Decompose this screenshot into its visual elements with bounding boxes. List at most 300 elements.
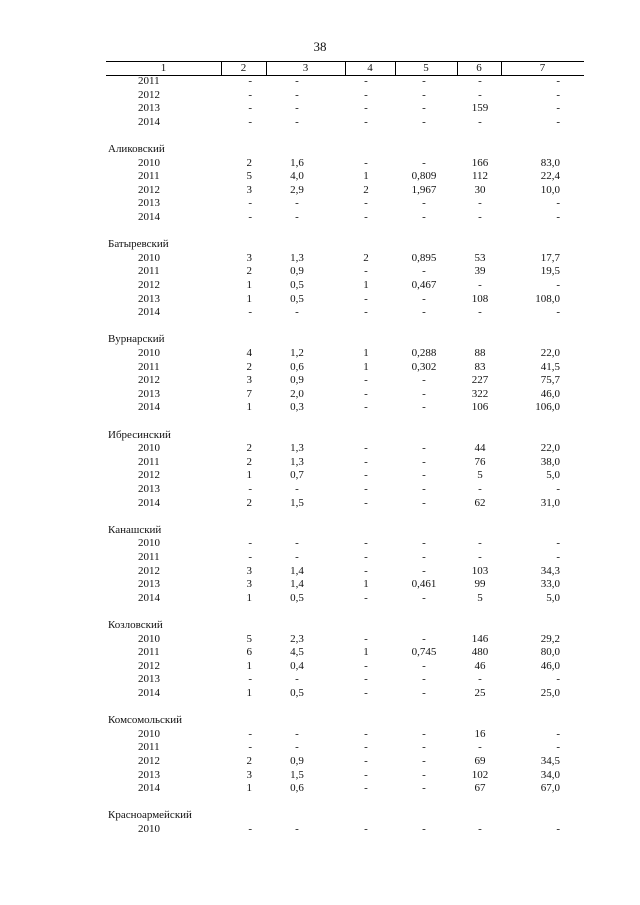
col-5-cell: 0,809	[411, 170, 437, 183]
col-5-cell: -	[422, 211, 426, 223]
col-4-cell: -	[364, 197, 368, 210]
header-col-1: 1	[160, 62, 167, 74]
col-4-cell: -	[364, 265, 368, 278]
col-6-cell: -	[478, 673, 482, 686]
col-7-cell: -	[556, 88, 560, 101]
year-cell: 2012	[138, 279, 160, 291]
table-row	[0, 75, 640, 89]
col-6-cell: 322	[471, 387, 489, 400]
col-3-cell: 0,6	[290, 782, 304, 795]
col-6-cell: -	[478, 823, 482, 835]
table-row	[0, 537, 640, 551]
col-4-cell: -	[364, 387, 368, 400]
table-row	[0, 347, 640, 361]
col-3-cell: 0,7	[290, 469, 304, 482]
col-7-cell: -	[556, 483, 560, 495]
col-7-cell: 10,0	[540, 183, 560, 196]
col-2-cell: -	[248, 741, 252, 754]
col-3-cell: 0,9	[290, 755, 304, 767]
col-7-cell: 22,0	[540, 347, 560, 359]
year-cell: 2012	[138, 88, 160, 101]
col-6-cell: 39	[474, 265, 486, 278]
col-4-cell: -	[364, 455, 368, 468]
table-row	[0, 293, 640, 307]
col-2-cell: 2	[246, 156, 252, 169]
col-6-cell: 16	[474, 727, 486, 740]
district-name: Красноармейский	[108, 809, 192, 822]
col-7-cell: 34,5	[540, 755, 560, 767]
col-7-cell: -	[556, 279, 560, 291]
col-2-cell: 2	[246, 496, 252, 509]
table-row	[0, 442, 640, 456]
col-6-cell: 5	[477, 469, 483, 482]
col-5-cell: -	[422, 292, 426, 305]
col-3-cell: 0,6	[290, 360, 304, 373]
col-7-cell: -	[556, 537, 560, 550]
district-name: Ибресинский	[108, 428, 171, 441]
spacer-row	[0, 320, 640, 334]
col-3-cell: 0,5	[290, 279, 304, 291]
col-3-cell: 4,0	[290, 170, 304, 183]
col-7-cell: -	[556, 673, 560, 686]
col-3-cell: -	[295, 197, 299, 210]
table-row	[0, 361, 640, 375]
col-6-cell: 166	[471, 156, 489, 169]
col-6-cell: 53	[474, 251, 486, 264]
col-3-cell: -	[295, 741, 299, 754]
col-3-cell: -	[295, 483, 299, 495]
district-name: Аликовский	[108, 143, 165, 155]
col-6-cell: 25	[474, 687, 486, 699]
col-5-cell: -	[422, 591, 426, 604]
col-5-cell: -	[422, 823, 426, 835]
table-row	[0, 823, 640, 837]
col-2-cell: -	[248, 537, 252, 550]
col-6-cell: 46	[474, 659, 486, 672]
year-cell: 2011	[138, 551, 160, 563]
col-2-cell: -	[248, 551, 252, 563]
col-2-cell: 3	[246, 564, 252, 577]
col-5-cell: 1,967	[411, 183, 437, 196]
col-6-cell: 44	[474, 442, 486, 455]
col-2-cell: -	[248, 75, 252, 87]
col-4-cell: 1	[363, 578, 369, 591]
col-7-cell: -	[556, 102, 560, 115]
col-4-cell: 1	[363, 646, 369, 659]
col-5-cell: -	[422, 102, 426, 115]
col-5-cell: -	[422, 659, 426, 672]
col-3-cell: -	[295, 88, 299, 101]
col-5-cell: -	[422, 156, 426, 169]
year-cell: 2010	[138, 442, 160, 455]
district-name: Батыревский	[108, 238, 169, 251]
year-cell: 2011	[138, 455, 160, 468]
col-6-cell: 69	[474, 755, 486, 767]
col-5-cell: 0,302	[411, 360, 437, 373]
col-6-cell: 146	[471, 632, 489, 645]
col-3-cell: -	[295, 115, 299, 128]
year-cell: 2010	[138, 823, 160, 835]
col-5-cell: -	[422, 551, 426, 563]
col-7-cell: 5,0	[546, 591, 560, 604]
year-cell: 2014	[138, 306, 160, 319]
year-cell: 2013	[138, 768, 160, 781]
col-4-cell: 2	[363, 183, 369, 196]
col-7-cell: 22,0	[540, 442, 560, 455]
col-4-cell: -	[364, 755, 368, 767]
district-row	[0, 429, 640, 443]
col-2-cell: 1	[246, 782, 252, 795]
col-3-cell: 1,2	[290, 347, 304, 359]
col-4-cell: -	[364, 659, 368, 672]
year-cell: 2014	[138, 401, 160, 414]
table-row	[0, 170, 640, 184]
col-2-cell: 4	[246, 347, 252, 359]
col-5-cell: 0,895	[411, 251, 437, 264]
col-4-cell: -	[364, 292, 368, 305]
col-5-cell: -	[422, 564, 426, 577]
table-row	[0, 211, 640, 225]
year-cell: 2011	[138, 170, 160, 183]
year-cell: 2014	[138, 687, 160, 699]
table-row	[0, 374, 640, 388]
col-2-cell: 5	[246, 632, 252, 645]
col-6-cell: 99	[474, 578, 486, 591]
header-col-2: 2	[240, 62, 247, 74]
col-6-cell: 62	[474, 496, 486, 509]
col-3-cell: 0,3	[290, 401, 304, 414]
col-5-cell: -	[422, 483, 426, 495]
col-4-cell: -	[364, 591, 368, 604]
col-4-cell: -	[364, 768, 368, 781]
col-3-cell: -	[295, 727, 299, 740]
table-header	[106, 61, 584, 76]
col-7-cell: -	[556, 823, 560, 835]
col-6-cell: 5	[477, 591, 483, 604]
spacer-row	[0, 796, 640, 810]
col-6-cell: -	[478, 537, 482, 550]
col-2-cell: 2	[246, 442, 252, 455]
header-col-5: 5	[423, 62, 429, 74]
table-row	[0, 633, 640, 647]
table-row	[0, 252, 640, 266]
col-3-cell: 1,3	[290, 442, 304, 455]
district-row	[0, 333, 640, 347]
spacer-row	[0, 510, 640, 524]
year-cell: 2013	[138, 578, 160, 591]
col-5-cell: 0,461	[411, 578, 437, 591]
col-7-cell: -	[556, 211, 560, 223]
col-4-cell: 2	[363, 251, 369, 264]
col-7-cell: 25,0	[540, 687, 560, 699]
col-6-cell: 159	[471, 102, 489, 115]
col-7-cell: -	[556, 197, 560, 210]
col-2-cell: 5	[246, 170, 252, 183]
col-2-cell: -	[248, 102, 252, 115]
col-3-cell: 1,6	[290, 156, 304, 169]
col-2-cell: -	[248, 115, 252, 128]
table-row	[0, 578, 640, 592]
table-row	[0, 102, 640, 116]
table-row	[0, 89, 640, 103]
col-2-cell: -	[248, 823, 252, 835]
col-4-cell: -	[364, 75, 368, 87]
col-4-cell: 1	[363, 347, 369, 359]
year-cell: 2012	[138, 755, 160, 767]
col-3-cell: 1,3	[290, 251, 304, 264]
table-row	[0, 197, 640, 211]
col-6-cell: 227	[471, 374, 489, 387]
district-row	[0, 143, 640, 157]
district-name: Вурнарский	[108, 333, 165, 346]
col-2-cell: 3	[246, 183, 252, 196]
col-5-cell: -	[422, 768, 426, 781]
year-cell: 2013	[138, 102, 160, 115]
col-4-cell: -	[364, 496, 368, 509]
col-4-cell: -	[364, 687, 368, 699]
col-2-cell: -	[248, 727, 252, 740]
col-7-cell: 38,0	[540, 455, 560, 468]
col-2-cell: 1	[246, 292, 252, 305]
col-3-cell: 0,4	[290, 659, 304, 672]
year-cell: 2011	[138, 646, 160, 659]
table-row	[0, 306, 640, 320]
col-2-cell: 2	[246, 455, 252, 468]
year-cell: 2012	[138, 564, 160, 577]
year-cell: 2011	[138, 75, 160, 87]
year-cell: 2012	[138, 183, 160, 196]
col-6-cell: -	[478, 211, 482, 223]
year-cell: 2010	[138, 537, 160, 550]
spacer-row	[0, 415, 640, 429]
district-row	[0, 619, 640, 633]
table-row	[0, 565, 640, 579]
col-7-cell: 46,0	[540, 387, 560, 400]
year-cell: 2010	[138, 156, 160, 169]
col-3-cell: 0,9	[290, 374, 304, 387]
col-7-cell: 75,7	[540, 374, 560, 387]
year-cell: 2011	[138, 741, 160, 754]
year-cell: 2013	[138, 483, 160, 495]
col-4-cell: -	[364, 102, 368, 115]
col-4-cell: 1	[363, 170, 369, 183]
col-7-cell: 34,3	[540, 564, 560, 577]
table-row	[0, 469, 640, 483]
col-7-cell: 33,0	[540, 578, 560, 591]
col-6-cell: 83	[474, 360, 486, 373]
col-3-cell: 1,4	[290, 564, 304, 577]
col-6-cell: -	[478, 551, 482, 563]
col-3-cell: -	[295, 823, 299, 835]
col-5-cell: -	[422, 306, 426, 319]
col-4-cell: -	[364, 442, 368, 455]
col-5-cell: -	[422, 537, 426, 550]
year-cell: 2014	[138, 211, 160, 223]
col-6-cell: -	[478, 115, 482, 128]
col-2-cell: 2	[246, 360, 252, 373]
col-2-cell: -	[248, 483, 252, 495]
col-7-cell: -	[556, 727, 560, 740]
spacer-row	[0, 225, 640, 239]
col-3-cell: -	[295, 537, 299, 550]
district-name: Канашский	[108, 523, 162, 536]
col-2-cell: 3	[246, 251, 252, 264]
col-5-cell: -	[422, 455, 426, 468]
col-4-cell: -	[364, 537, 368, 550]
col-6-cell: -	[478, 741, 482, 754]
col-3-cell: -	[295, 551, 299, 563]
col-7-cell: 29,2	[540, 632, 560, 645]
col-4-cell: -	[364, 551, 368, 563]
header-col-7: 7	[539, 62, 546, 74]
col-3-cell: -	[295, 102, 299, 115]
col-4-cell: 1	[363, 279, 369, 291]
table-row	[0, 741, 640, 755]
table-row	[0, 728, 640, 742]
col-2-cell: 3	[246, 374, 252, 387]
table-row	[0, 184, 640, 198]
col-5-cell: -	[422, 782, 426, 795]
spacer-row	[0, 129, 640, 143]
col-7-cell: -	[556, 75, 560, 87]
year-cell: 2013	[138, 673, 160, 686]
table-row	[0, 279, 640, 293]
table-row	[0, 497, 640, 511]
col-7-cell: -	[556, 306, 560, 319]
district-name: Комсомольский	[108, 714, 183, 727]
col-6-cell: 112	[471, 170, 489, 183]
col-3-cell: 0,5	[290, 591, 304, 604]
col-2-cell: 3	[246, 768, 252, 781]
table-row	[0, 755, 640, 769]
col-7-cell: 31,0	[540, 496, 560, 509]
col-3-cell: -	[295, 211, 299, 223]
col-2-cell: -	[248, 88, 252, 101]
col-6-cell: -	[478, 279, 482, 291]
header-col-4: 4	[367, 62, 373, 74]
col-7-cell: -	[556, 741, 560, 754]
col-5-cell: 0,288	[411, 347, 437, 359]
col-3-cell: 4,5	[290, 646, 304, 659]
col-3-cell: -	[295, 75, 299, 87]
col-5-cell: -	[422, 401, 426, 414]
col-4-cell: -	[364, 374, 368, 387]
year-cell: 2011	[138, 360, 160, 373]
col-7-cell: 67,0	[540, 782, 560, 795]
table-row	[0, 157, 640, 171]
col-4-cell: -	[364, 823, 368, 835]
col-7-cell: -	[556, 115, 560, 128]
district-row	[0, 809, 640, 823]
col-6-cell: 76	[474, 455, 486, 468]
col-7-cell: -	[556, 551, 560, 563]
year-cell: 2013	[138, 197, 160, 210]
spacer-row	[0, 701, 640, 715]
col-5-cell: -	[422, 755, 426, 767]
col-7-cell: 41,5	[540, 360, 560, 373]
col-5-cell: -	[422, 727, 426, 740]
year-cell: 2013	[138, 387, 160, 400]
col-2-cell: 2	[246, 265, 252, 278]
page-number: 38	[313, 39, 327, 54]
year-cell: 2013	[138, 292, 160, 305]
year-cell: 2012	[138, 659, 160, 672]
col-7-cell: 22,4	[540, 170, 560, 183]
col-7-cell: 46,0	[540, 659, 560, 672]
year-cell: 2012	[138, 374, 160, 387]
year-cell: 2010	[138, 727, 160, 740]
col-3-cell: 1,5	[290, 768, 304, 781]
col-2-cell: 1	[246, 401, 252, 414]
table-row	[0, 660, 640, 674]
col-3-cell: 2,0	[290, 387, 304, 400]
col-5-cell: 0,745	[411, 646, 437, 659]
col-5-cell: -	[422, 265, 426, 278]
col-3-cell: 1,5	[290, 496, 304, 509]
table-row	[0, 483, 640, 497]
col-6-cell: -	[478, 75, 482, 87]
col-7-cell: 108,0	[535, 292, 560, 305]
col-2-cell: 6	[246, 646, 252, 659]
district-row	[0, 238, 640, 252]
col-3-cell: 1,3	[290, 455, 304, 468]
col-2-cell: -	[248, 197, 252, 210]
district-name: Козловский	[108, 619, 163, 631]
col-6-cell: 30	[474, 183, 486, 196]
col-2-cell: 1	[246, 279, 252, 291]
col-5-cell: -	[422, 442, 426, 455]
table-row	[0, 551, 640, 565]
col-7-cell: 19,5	[540, 265, 560, 278]
col-5-cell: -	[422, 687, 426, 699]
col-3-cell: 0,5	[290, 687, 304, 699]
year-cell: 2010	[138, 632, 160, 645]
col-4-cell: -	[364, 88, 368, 101]
year-cell: 2014	[138, 591, 160, 604]
year-cell: 2014	[138, 115, 160, 128]
col-6-cell: 106	[471, 401, 489, 414]
col-6-cell: 67	[474, 782, 486, 795]
col-4-cell: -	[364, 782, 368, 795]
col-3-cell: 0,5	[290, 292, 304, 305]
col-4-cell: -	[364, 115, 368, 128]
col-6-cell: -	[478, 483, 482, 495]
col-5-cell: -	[422, 197, 426, 210]
col-2-cell: -	[248, 211, 252, 223]
col-7-cell: 5,0	[546, 469, 560, 482]
table-row	[0, 265, 640, 279]
col-2-cell: 2	[246, 755, 252, 767]
col-6-cell: -	[478, 197, 482, 210]
col-4-cell: -	[364, 211, 368, 223]
col-5-cell: -	[422, 374, 426, 387]
col-4-cell: -	[364, 156, 368, 169]
col-4-cell: -	[364, 673, 368, 686]
col-2-cell: 1	[246, 591, 252, 604]
table-row	[0, 116, 640, 130]
col-3-cell: 2,9	[290, 183, 304, 196]
col-6-cell: 88	[474, 347, 486, 359]
table-row	[0, 592, 640, 606]
col-4-cell: -	[364, 469, 368, 482]
col-6-cell: -	[478, 88, 482, 101]
col-4-cell: 1	[363, 360, 369, 373]
table-row	[0, 769, 640, 783]
spacer-row	[0, 605, 640, 619]
district-row	[0, 524, 640, 538]
col-6-cell: 102	[471, 768, 489, 781]
table-row	[0, 401, 640, 415]
